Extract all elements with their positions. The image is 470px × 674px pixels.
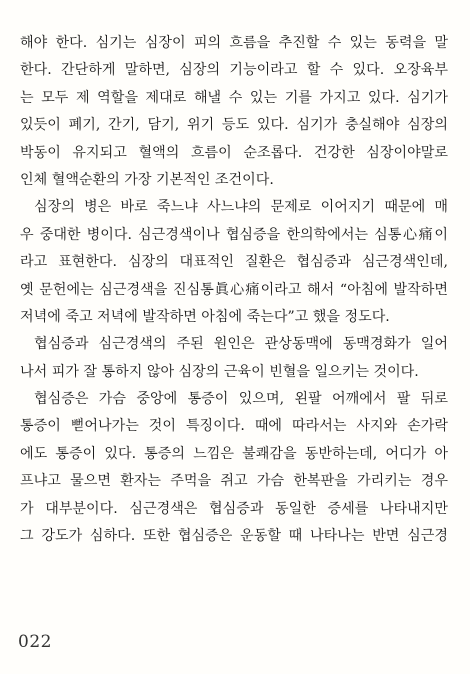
paragraph (20, 386, 448, 550)
text-line: 그 강도가 심하다. 또한 협심증은 운동할 때 나타나는 반면 심근경 (20, 528, 448, 545)
text-line: 통증이 뻗어나가는 것이 특징이다. 때에 따라서는 사지와 손가락 (20, 418, 448, 435)
text-line: 에도 통증이 있다. 통증의 느낌은 불쾌감을 동반하는데, 어디가 아 (20, 445, 448, 462)
text-line: 한다. 간단하게 말하면, 심장의 기능이라고 할 수 있다. 오장육부 (20, 62, 448, 79)
text-line: 있듯이 폐기, 간기, 담기, 위기 등도 있다. 심기가 충실해야 심장의 (20, 117, 448, 134)
text-line: 심장의 병은 바로 죽느냐 사느냐의 문제로 이어지기 때문에 매 (34, 199, 448, 216)
body-text (20, 30, 448, 550)
text-line: 해야 한다. 심기는 심장이 피의 흐름을 추진할 수 있는 동력을 말 (20, 35, 448, 51)
text-line: 협심증은 가슴 중앙에 통증이 있으며, 왼팔 어깨에서 팔 뒤로 (34, 391, 448, 408)
text-line: 우 중대한 병이다. 심근경색이나 협심증을 한의학에서는 심통心痛이 (20, 226, 448, 243)
paragraph (20, 30, 448, 194)
text-line: 는 모두 제 역할을 제대로 해낼 수 있는 기를 가지고 있다. 심기가 (20, 89, 448, 106)
text-line: 라고 표현한다. 심장의 대표적인 질환은 협심증과 심근경색인데, (20, 254, 448, 271)
text-line: 나서 피가 잘 통하지 않아 심장의 근육이 빈혈을 일으키는 것이다. (20, 363, 419, 380)
page-number: 022 (18, 632, 52, 652)
text-line: 옛 문헌에는 심근경색을 진심통眞心痛이라고 해서 “아침에 발작하면 (20, 281, 448, 298)
text-line: 박동이 유지되고 혈액의 흐름이 순조롭다. 건강한 심장이야말로 (20, 144, 448, 161)
text-line: 프냐고 물으면 환자는 주먹을 쥐고 가슴 한복판을 가리키는 경우 (20, 473, 448, 490)
paragraph (20, 331, 448, 386)
text-line: 인체 혈액순환의 가장 기본적인 조건이다. (20, 171, 274, 188)
text-line: 저녁에 죽고 저녁에 발작하면 아침에 죽는다”고 했을 정도다. (20, 308, 390, 325)
text-line: 협심증과 심근경색의 주된 원인은 관상동맥에 동맥경화가 일어 (34, 336, 448, 353)
paragraph (20, 194, 448, 331)
text-line: 가 대부분이다. 심근경색은 협심증과 동일한 증세를 나타내지만 (20, 500, 448, 517)
